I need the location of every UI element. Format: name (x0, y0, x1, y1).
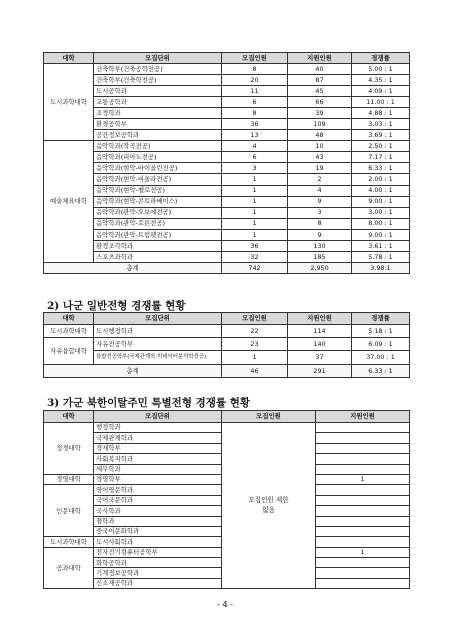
table-row (44, 251, 410, 262)
total-label: 총계 (44, 262, 222, 273)
unit-cell: 음악학과(관악-오보에전공) (94, 207, 222, 218)
ratio-cell: 3.61 : 1 (352, 240, 410, 251)
table-row (44, 97, 410, 108)
quota-cell: 23 (222, 338, 288, 351)
applicants-cell: 39 (288, 108, 352, 119)
table-2-header-college: 대학 (44, 313, 94, 325)
applicants-cell (316, 495, 410, 505)
unit-cell: 건축학부(건축학전공) (94, 75, 222, 86)
applicants-cell: 130 (288, 240, 352, 251)
ratio-cell: 4.88 : 1 (352, 108, 410, 119)
table-3-header-row (44, 411, 410, 423)
quota-cell: 6 (222, 97, 288, 108)
unit-cell: 건축학부(건축공학전공) (94, 64, 222, 75)
quota-cell: 8 (222, 108, 288, 119)
quota-cell: 8 (222, 64, 288, 75)
college-cell: 경영대학 (44, 474, 94, 484)
table-3-body (44, 423, 410, 589)
ratio-cell: 9.00 : 1 (352, 196, 410, 207)
quota-cell: 1 (222, 229, 288, 240)
ratio-cell: 5.00 : 1 (352, 64, 410, 75)
table-2-header-quota: 모집인원 (222, 313, 288, 325)
ratio-cell: 37.00 : 1 (352, 351, 410, 365)
table-row (44, 240, 410, 251)
section-2-title: 2) 나군 일반전형 경쟁률 현황 (47, 300, 186, 312)
table-row (44, 163, 410, 174)
unit-cell: 음악학과(작곡전공) (94, 141, 222, 152)
table-row (44, 119, 410, 130)
unit-cell: 자유전공학부 (94, 338, 222, 351)
table-row (44, 130, 410, 141)
unit-cell: 전자전기컴퓨터공학부 (94, 547, 222, 557)
table-3-header-applicants: 지원인원 (316, 411, 410, 423)
ratio-cell: 8.00 : 1 (352, 218, 410, 229)
unit-cell: 공간정보공학과 (94, 130, 222, 141)
applicants-cell: 48 (288, 130, 352, 141)
section-3-title: 3) 가군 북한이탈주민 특별전형 경쟁률 현황 (47, 397, 250, 409)
applicants-cell (316, 516, 410, 526)
applicants-cell: 9 (288, 196, 352, 207)
total-row (44, 262, 410, 273)
unit-cell: 음악학과(현악-비올라전공) (94, 174, 222, 185)
unit-cell: 음악학과(관악-호른전공) (94, 218, 222, 229)
applicants-cell: 140 (288, 338, 352, 351)
unit-cell: 조경학과 (94, 108, 222, 119)
applicants-cell: 9 (288, 229, 352, 240)
unit-cell: 융합전공학부(국제관계학·빅데이터분석학전공) (94, 351, 222, 365)
applicants-cell (316, 433, 410, 443)
ratio-cell: 3.03 : 1 (352, 119, 410, 130)
total-applicants: 291 (288, 365, 352, 378)
ratio-cell: 2.50 : 1 (352, 141, 410, 152)
unit-cell: 도시공학과 (94, 86, 222, 97)
table-1 (43, 52, 410, 274)
table-2-header-row (44, 313, 410, 325)
total-applicants: 2,950 (288, 262, 352, 273)
table-3-header-quota: 모집인원 (222, 411, 316, 423)
ratio-cell: 4.00 : 1 (352, 185, 410, 196)
quota-cell: 1 (222, 185, 288, 196)
unit-cell: 세무학과 (94, 464, 222, 474)
unit-cell: 영어영문학과 (94, 485, 222, 495)
applicants-cell: 109 (288, 119, 352, 130)
table-row (44, 75, 410, 86)
quota-cell: 1 (222, 196, 288, 207)
table-3-header-unit: 모집단위 (94, 411, 222, 423)
total-ratio: 6.33 : 1 (352, 365, 410, 378)
quota-cell: 3 (222, 163, 288, 174)
unit-cell: 음악학과(피아노전공) (94, 152, 222, 163)
quota-note-cell: 모집인원 제한없음 (222, 423, 316, 589)
ratio-cell: 5.78 : 1 (352, 251, 410, 262)
applicants-cell (316, 568, 410, 578)
table-2 (43, 312, 410, 378)
ratio-cell: 3.69 : 1 (352, 130, 410, 141)
table-1-header-applicants: 지원인원 (288, 53, 352, 64)
table-1-header-unit: 모집단위 (94, 53, 222, 64)
college-cell: 정경대학 (44, 423, 94, 475)
college-cell: 도시과학대학 (44, 537, 94, 547)
total-quota: 46 (222, 365, 288, 378)
applicants-cell (316, 423, 410, 433)
applicants-cell: 1 (316, 547, 410, 557)
table-1-header-quota: 모집인원 (222, 53, 288, 64)
college-cell: 예술체육대학 (44, 141, 94, 263)
table-row (44, 185, 410, 196)
table-row (44, 108, 410, 119)
table-row (44, 351, 410, 365)
table-row (44, 64, 410, 75)
total-label: 총계 (44, 365, 222, 378)
table-row (44, 174, 410, 185)
quota-cell: 6 (222, 152, 288, 163)
applicants-cell: 2 (288, 174, 352, 185)
applicants-cell (316, 506, 410, 516)
quota-cell: 36 (222, 240, 288, 251)
applicants-cell: 185 (288, 251, 352, 262)
quota-cell: 36 (222, 119, 288, 130)
ratio-cell: 2.00 : 1 (352, 174, 410, 185)
unit-cell: 국사학과 (94, 506, 222, 516)
applicants-cell: 4 (288, 185, 352, 196)
table-row (44, 152, 410, 163)
table-3-header-college: 대학 (44, 411, 94, 423)
table-row (44, 423, 410, 433)
quota-cell: 4 (222, 141, 288, 152)
applicants-cell: 87 (288, 75, 352, 86)
quota-cell: 20 (222, 75, 288, 86)
table-2-header-applicants: 지원인원 (288, 313, 352, 325)
applicants-cell (316, 537, 410, 547)
ratio-cell: 11.00 : 1 (352, 97, 410, 108)
unit-cell: 중국어문화학과 (94, 526, 222, 536)
table-row (44, 141, 410, 152)
unit-cell: 음악학과(현악-첼로전공) (94, 185, 222, 196)
applicants-cell: 8 (288, 218, 352, 229)
table-row (44, 207, 410, 218)
ratio-cell: 6.09 : 1 (352, 338, 410, 351)
unit-cell: 화학공학과 (94, 558, 222, 568)
unit-cell: 음악학과(현악-바이올린전공) (94, 163, 222, 174)
table-2-header-unit: 모집단위 (94, 313, 222, 325)
quota-cell: 22 (222, 325, 288, 338)
college-cell: 자유융합대학 (44, 338, 94, 365)
unit-cell: 국제관계학과 (94, 433, 222, 443)
applicants-cell: 10 (288, 141, 352, 152)
applicants-cell (316, 558, 410, 568)
table-3 (43, 410, 410, 589)
total-row (44, 365, 410, 378)
ratio-cell: 4.35 : 1 (352, 75, 410, 86)
quota-cell: 1 (222, 351, 288, 365)
table-1-header-college: 대학 (44, 53, 94, 64)
total-ratio: 3.98:1 (352, 262, 410, 273)
ratio-cell: 5.18 : 1 (352, 325, 410, 338)
applicants-cell: 43 (288, 152, 352, 163)
unit-cell: 신소재공학과 (94, 578, 222, 588)
applicants-cell: 45 (288, 86, 352, 97)
table-row (44, 86, 410, 97)
table-row (44, 229, 410, 240)
quota-cell: 1 (222, 218, 288, 229)
table-row (44, 196, 410, 207)
unit-cell: 음악학과(관악-트럼펫전공) (94, 229, 222, 240)
college-cell: 공과대학 (44, 547, 94, 589)
unit-cell: 교통공학과 (94, 97, 222, 108)
ratio-cell: 4.09 : 1 (352, 86, 410, 97)
unit-cell: 국어국문학과 (94, 495, 222, 505)
table-1-body (44, 64, 410, 274)
applicants-cell (316, 485, 410, 495)
unit-cell: 경제학부 (94, 443, 222, 453)
quota-cell: 11 (222, 86, 288, 97)
unit-cell: 도시행정학과 (94, 325, 222, 338)
table-1-header-row (44, 53, 410, 64)
unit-cell: 철학과 (94, 516, 222, 526)
applicants-cell: 66 (288, 97, 352, 108)
unit-cell: 도시사회학과 (94, 537, 222, 547)
quota-cell: 13 (222, 130, 288, 141)
table-2-header-ratio: 경쟁률 (352, 313, 410, 325)
unit-cell: 음악학과(현악-콘트라베이스) (94, 196, 222, 207)
unit-cell: 행정학과 (94, 423, 222, 433)
applicants-cell (316, 443, 410, 453)
ratio-cell: 7.17 : 1 (352, 152, 410, 163)
college-cell: 도시과학대학 (44, 64, 94, 141)
unit-cell: 사회복지학과 (94, 454, 222, 464)
applicants-cell: 19 (288, 163, 352, 174)
applicants-cell: 114 (288, 325, 352, 338)
unit-cell: 환경공학부 (94, 119, 222, 130)
applicants-cell: 40 (288, 64, 352, 75)
college-cell: 인문대학 (44, 485, 94, 537)
unit-cell: 기계정보공학과 (94, 568, 222, 578)
unit-cell: 스포츠과학과 (94, 251, 222, 262)
applicants-cell (316, 526, 410, 536)
table-row (44, 218, 410, 229)
total-quota: 742 (222, 262, 288, 273)
table-row (44, 338, 410, 351)
applicants-cell (316, 578, 410, 588)
ratio-cell: 9.00 : 1 (352, 229, 410, 240)
applicants-cell (316, 464, 410, 474)
quota-cell: 1 (222, 207, 288, 218)
college-cell: 도시과학대학 (44, 325, 94, 338)
unit-cell: 경영학부 (94, 474, 222, 484)
table-row (44, 325, 410, 338)
ratio-cell: 6.33 : 1 (352, 163, 410, 174)
table-1-header-ratio: 경쟁률 (352, 53, 410, 64)
quota-cell: 1 (222, 174, 288, 185)
applicants-cell (316, 454, 410, 464)
page-number: - 4 - (217, 600, 233, 609)
applicants-cell: 37 (288, 351, 352, 365)
quota-cell: 32 (222, 251, 288, 262)
unit-cell: 환경조각학과 (94, 240, 222, 251)
applicants-cell: 3 (288, 207, 352, 218)
applicants-cell: 1 (316, 474, 410, 484)
ratio-cell: 3.00 : 1 (352, 207, 410, 218)
